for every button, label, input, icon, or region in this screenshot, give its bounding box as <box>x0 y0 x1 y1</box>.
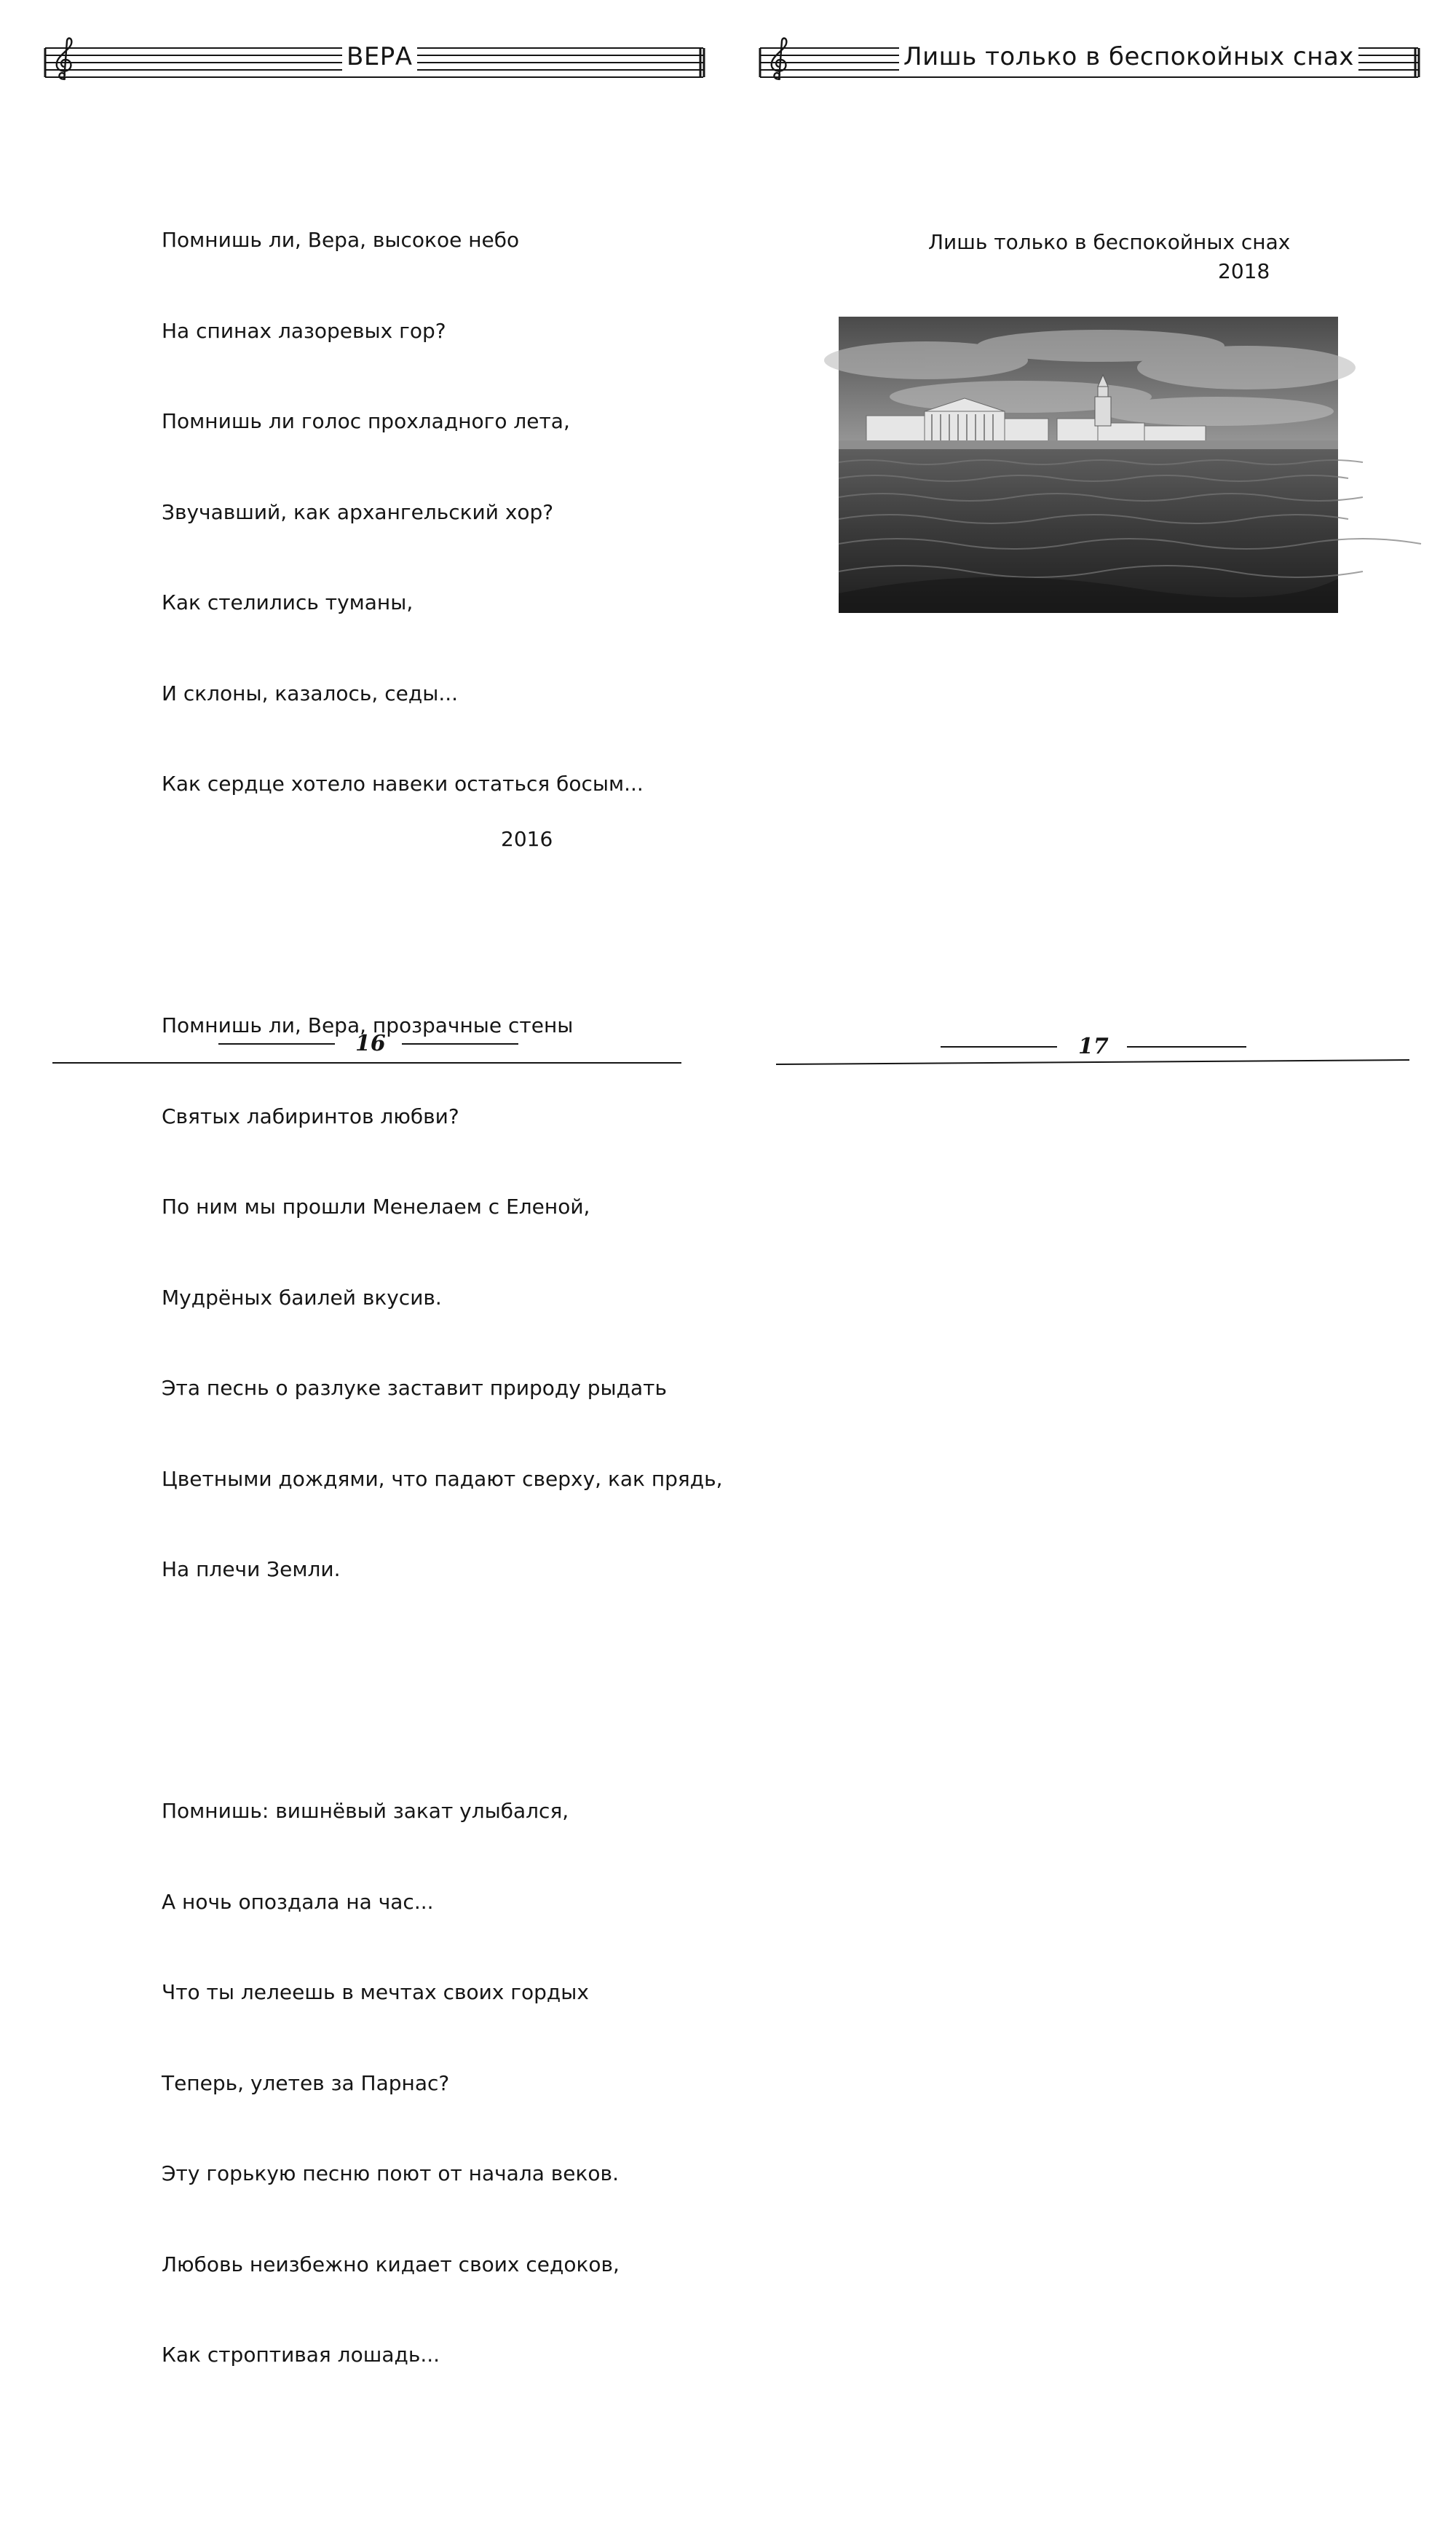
left-page <box>0 0 728 2367</box>
stanza <box>162 165 723 860</box>
stanza <box>162 950 723 1645</box>
poem-line: А ночь опоздала на час... <box>162 1889 434 1914</box>
poem-line: Как сердце хотело навеки остаться босым... <box>162 772 644 796</box>
poem-line: Лишь только в беспокойных снах <box>928 230 1291 254</box>
page-number: 16 <box>355 1031 386 1056</box>
poem-line: Эту горькую песню поют от начала веков. <box>162 2161 619 2185</box>
poem-year: 2016 <box>501 827 553 851</box>
poem-line: Мудрёных баилей вкусив. <box>162 1285 442 1310</box>
page-number: 17 <box>1078 1034 1109 1059</box>
poem-line: На спинах лазоревых гор? <box>162 318 446 343</box>
poem-line: Помнишь ли голос прохладного лета, <box>162 409 570 433</box>
poem-line: Любовь неизбежно кидает своих седоков, <box>162 2252 620 2276</box>
poem-line: Теперь, улетев за Парнас? <box>162 2070 450 2095</box>
poem-line: Эта песнь о разлуке заставит природу рыдать <box>162 1376 667 1400</box>
poem-line: Помнишь ли, Вера, прозрачные стены <box>162 1013 574 1037</box>
stanza <box>162 1736 723 2431</box>
treble-clef-icon <box>766 36 792 83</box>
poem-line: Помнишь ли, Вера, высокое небо <box>162 228 520 252</box>
poem-line: Цветными дождями, что падают сверху, как прядь, <box>162 1466 723 1491</box>
poem-line: Святых лабиринтов любви? <box>162 1104 459 1128</box>
poem-line: Как строптивая лошадь... <box>162 2343 440 2367</box>
treble-clef-icon <box>51 36 77 83</box>
poem-line: Что ты лелеешь в мечтах своих гордых <box>162 1980 589 2004</box>
page-title: ВЕРА <box>342 42 417 71</box>
poem-year: 2018 <box>1218 259 1270 283</box>
poem-line: На плечи Земли. <box>162 1557 341 1581</box>
poem-line: Звучавший, как архангельский хор? <box>162 499 554 524</box>
neva-photo <box>839 317 1338 613</box>
poem-line: И склоны, казалось, седы... <box>162 681 459 705</box>
poem-line: Помнишь: вишнёвый закат улыбался, <box>162 1799 569 1823</box>
page-title: Лишь только в беспокойных снах <box>899 42 1358 71</box>
poem-line: По ним мы прошли Менелаем с Еленой, <box>162 1195 590 1219</box>
poem-text <box>162 104 723 2521</box>
poem-line: Как стелились туманы, <box>162 590 414 614</box>
